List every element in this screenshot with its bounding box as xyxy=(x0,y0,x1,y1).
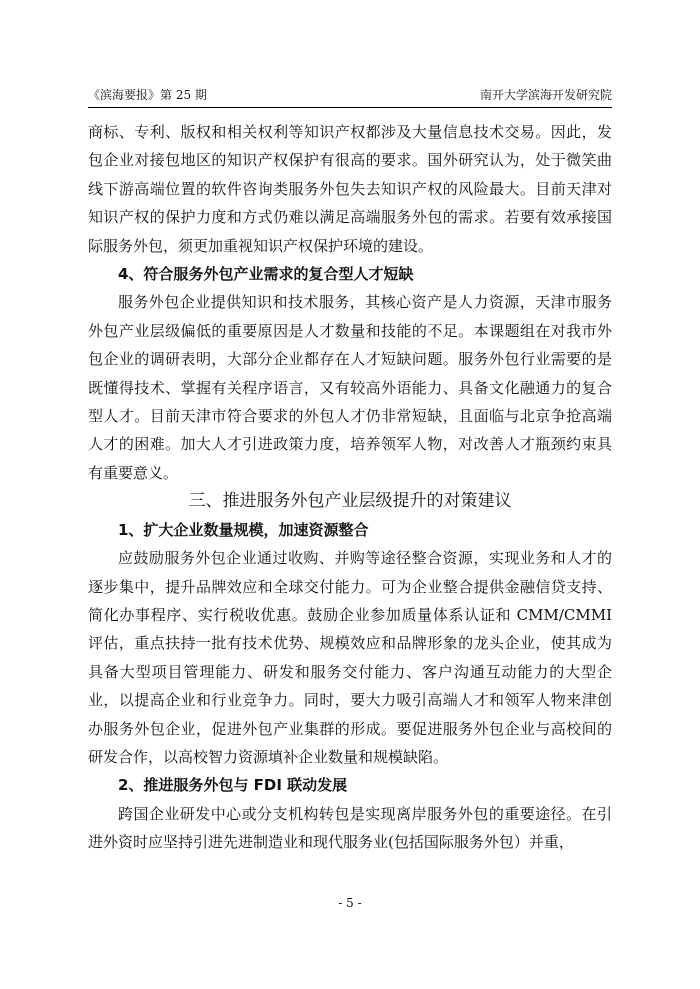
header-divider xyxy=(88,107,612,108)
paragraph-ip-protection: 商标、专利、版权和相关权利等知识产权都涉及大量信息技术交易。因此，发包企业对接包地区的知识产权保护有很高的要求。国外研究认为，处于微笑曲线下游高端位置的软件咨询类服务外包失去知识产权的风险最大。目前天津对知识产权的保护力度和方式仍难以满足高端服务外包的需求。若要有效承接国际服务外包，须更加重视知识产权保护环境的建设。 xyxy=(88,123,612,255)
paragraph-fdi-linkage: 跨国企业研发中心或分支机构转包是实现离岸服务外包的重要途径。在引进外资时应坚持引进先进制造业和现代服务业(包括国际服务外包）并重， xyxy=(88,804,612,852)
page-header xyxy=(88,86,612,104)
section-heading-recommendations: 三、推进服务外包产业层级提升的对策建议 xyxy=(188,491,512,512)
page-number: - 5 - xyxy=(338,896,362,910)
header-journal-issue: 《滨海要报》第 25 期 xyxy=(88,88,207,102)
paragraph-enterprise-scale: 应鼓励服务外包企业通过收购、并购等途径整合资源，实现业务和人才的逐步集中，提升品牌效应和全球交付能力。可为企业整合提供金融信贷支持、简化办事程序、实行税收优惠。鼓励企业参加质量体系认证和 CMM/CMMI 评估，重点扶持一批有技术优势、规模效应和品牌形象的龙头企业，使其成为具备大型项目管理能力、研发和服务交付能力、客户沟通互动能力的大型企业，以提高企业和行业竞争力。同时，要大力吸引高端人才和领军人物来津创办服务外包企业，促进外包产业集群的形成。要促进服务外包企业与高校间的研发合作，以高校智力资源填补企业数量和规模缺陷。 xyxy=(88,549,612,766)
header-institute: 南开大学滨海开发研究院 xyxy=(479,88,612,102)
subheading-fdi-linkage: 2、推进服务外包与 FDI 联动发展 xyxy=(118,776,348,795)
paragraph-talent-shortage: 服务外包企业提供知识和技术服务，其核心资产是人力资源，天津市服务外包产业层级偏低的重要原因是人才数量和技能的不足。本课题组在对我市外包企业的调研表明，大部分企业都存在人才短缺问题。服务外包行业需要的是既懂得技术、掌握有关程序语言，又有较高外语能力、具备文化融通力的复合型人才。目前天津市符合要求的外包人才仍非常短缺，且面临与北京争抢高端人才的困难。加大人才引进政策力度，培养领军人物，对改善人才瓶颈约束具有重要意义。 xyxy=(88,293,612,482)
document-body xyxy=(88,118,612,857)
subheading-talent-shortage: 4、符合服务外包产业需求的复合型人才短缺 xyxy=(118,265,414,284)
subheading-enterprise-scale: 1、扩大企业数量规模，加速资源整合 xyxy=(118,520,369,539)
